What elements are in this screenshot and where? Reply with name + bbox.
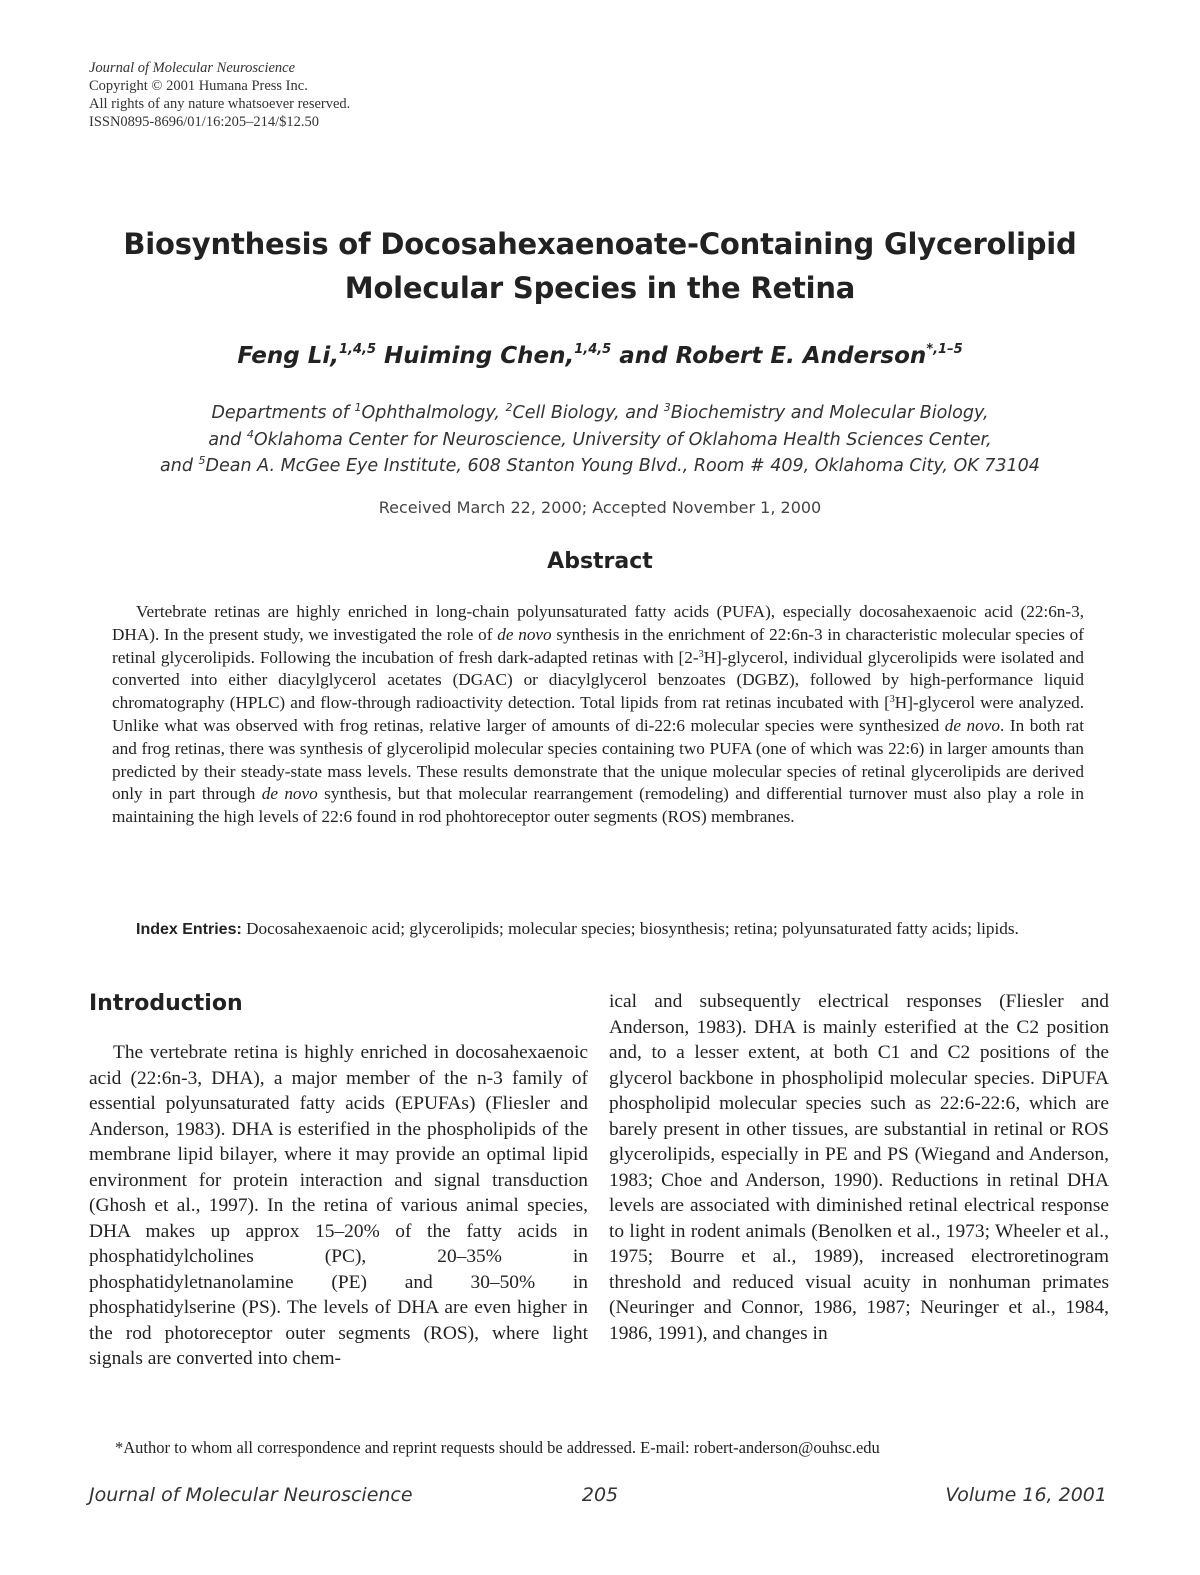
author-affiliation-marks: 1,4,5 bbox=[574, 342, 612, 357]
title-line-2: Molecular Species in the Retina bbox=[344, 271, 856, 305]
header-issn: ISSN0895-8696/01/16:205–214/$12.50 bbox=[89, 114, 319, 130]
index-entries-text: Docosahexaenoic acid; glycerolipids; molecular species; biosynthesis; retina; polyunsaturated fatty acids; lipids. bbox=[241, 919, 1019, 938]
introduction-right-column: ical and subsequently electrical responses (Fliesler and Anderson, 1983). DHA is mainly esterified at the C2 position and, to a lesser extent, at both C1 and C2 positions of the glycerol backbone in phospholipid molecular species. DiPUFA phospholipid molecular species such as 22:6-22:6, which are barely present in other tissues, are substantial in retinal or ROS glycerolipids, especially in PE and PS (Wiegand and Anderson, 1983; Choe and Anderson, 1990). Reductions in retinal DHA levels are associated with diminished retinal electrical response to light in rodent animals (Benolken et al., 1973; Wheeler et al., 1975; Bourre et al., 1989), increased electroretinogram threshold and reduced visual acuity in nonhuman primates (Neuringer and Connor, 1986, 1987; Neuringer et al., 1984, 1986, 1991), and changes in bbox=[609, 991, 1109, 1344]
affiliation-line: and $^5$Dean A. McGee Eye Institute, 608 Stanton Young Blvd., Room # 409, Oklahoma City, OK 73104 bbox=[160, 454, 1040, 476]
author-name: Feng Li, bbox=[237, 343, 340, 369]
index-entries-label: Index Entries: bbox=[136, 921, 242, 938]
footer-journal: Journal of Molecular Neuroscience bbox=[89, 1484, 413, 1506]
header-rights: All rights of any nature whatsoever reserved. bbox=[89, 96, 351, 112]
affiliation-line: and $^4$Oklahoma Center for Neuroscience, University of Oklahoma Health Sciences Center, bbox=[208, 427, 992, 450]
author-name: Robert E. Anderson bbox=[675, 343, 927, 369]
author-connector: and bbox=[619, 343, 668, 369]
introduction-heading: Introduction bbox=[89, 991, 243, 1016]
page-number: 205 bbox=[581, 1484, 619, 1506]
author-affiliation-marks: 1,4,5 bbox=[339, 342, 377, 357]
footer-volume: Volume 16, 2001 bbox=[945, 1484, 1107, 1506]
corresponding-author-footnote: *Author to whom all correspondence and reprint requests should be addressed. E-mail: robert-anderson@ouhsc.edu bbox=[115, 1438, 880, 1457]
author-affiliation-marks: *,1–5 bbox=[926, 342, 963, 357]
journal-header bbox=[89, 59, 350, 131]
received-dates: Received March 22, 2000; Accepted November 1, 2000 bbox=[378, 498, 822, 517]
author-name: Huiming Chen, bbox=[384, 343, 575, 369]
index-entries bbox=[112, 918, 1084, 942]
author-list bbox=[60, 340, 1140, 372]
paper-title bbox=[60, 222, 1140, 310]
introduction-left-column: The vertebrate retina is highly enriched in docosahexaenoic acid (22:6n-3, DHA), a major member of the n-3 family of essential polyunsaturated fatty acids (EPUFAs) (Fliesler and Anderson, 1983). DHA is esterified in the phospholipids of the membrane lipid bilayer, where it may provide an optimal lipid environment for protein interaction and signal transduction (Ghosh et al., 1997). In the retina of various animal species, DHA makes up approx 15–20% of the fatty acids in phosphatidylcholines (PC), 20–35% in phosphatidyletnanolamine (PE) and 30–50% in phosphatidylserine (PS). The levels of DHA are even higher in the rod photoreceptor outer segments (ROS), where light signals are converted into chem- bbox=[89, 1042, 588, 1369]
affiliations bbox=[40, 400, 1160, 480]
affiliation-line: Departments of $^1$Ophthalmology, $^2$Cell Biology, and $^3$Biochemistry and Molecular Biology, bbox=[211, 401, 989, 423]
abstract-text: Vertebrate retinas are highly enriched in long-chain polyunsaturated fatty acids (PUFA), especially docosahexaenoic acid (22:6n-3, DHA). In the present study, we investigated the role of de novo synthesis in the enrichment of 22:6n-3 in characteristic molecular species of retinal glycerolipids. Following the incubation of fresh dark-adapted retinas with [2-$^3$H]-glycerol, individual glycerolipids were isolated and converted into either diacylglycerol acetates (DGAC) or diacylglycerol benzoates (DGBZ), followed by high-performance liquid chromatography (HPLC) and flow-through radioactivity detection. Total lipids from rat retinas incubated with [$^3$H]-glycerol were analyzed. Unlike what was observed with frog retinas, relative larger of amounts of di-22:6 molecular species were synthesized de novo. In both rat and frog retinas, there was synthesis of glycerolipid molecular species containing two PUFA (one of which was 22:6) in larger amounts than predicted by their steady-state mass levels. These results demonstrate that the unique molecular species of retinal glycerolipids are derived only in part through de novo synthesis, but that molecular rearrangement (remodeling) and differential turnover must also play a role in maintaining the high levels of 22:6 found in rod phohtoreceptor outer segments (ROS) membranes. bbox=[112, 602, 1085, 827]
header-journal-name: Journal of Molecular Neuroscience bbox=[89, 60, 296, 76]
header-copyright: Copyright © 2001 Humana Press Inc. bbox=[89, 78, 308, 94]
abstract-heading: Abstract bbox=[547, 549, 653, 574]
title-line-1: Biosynthesis of Docosahexaenoate-Containing Glycerolipid bbox=[123, 227, 1077, 261]
